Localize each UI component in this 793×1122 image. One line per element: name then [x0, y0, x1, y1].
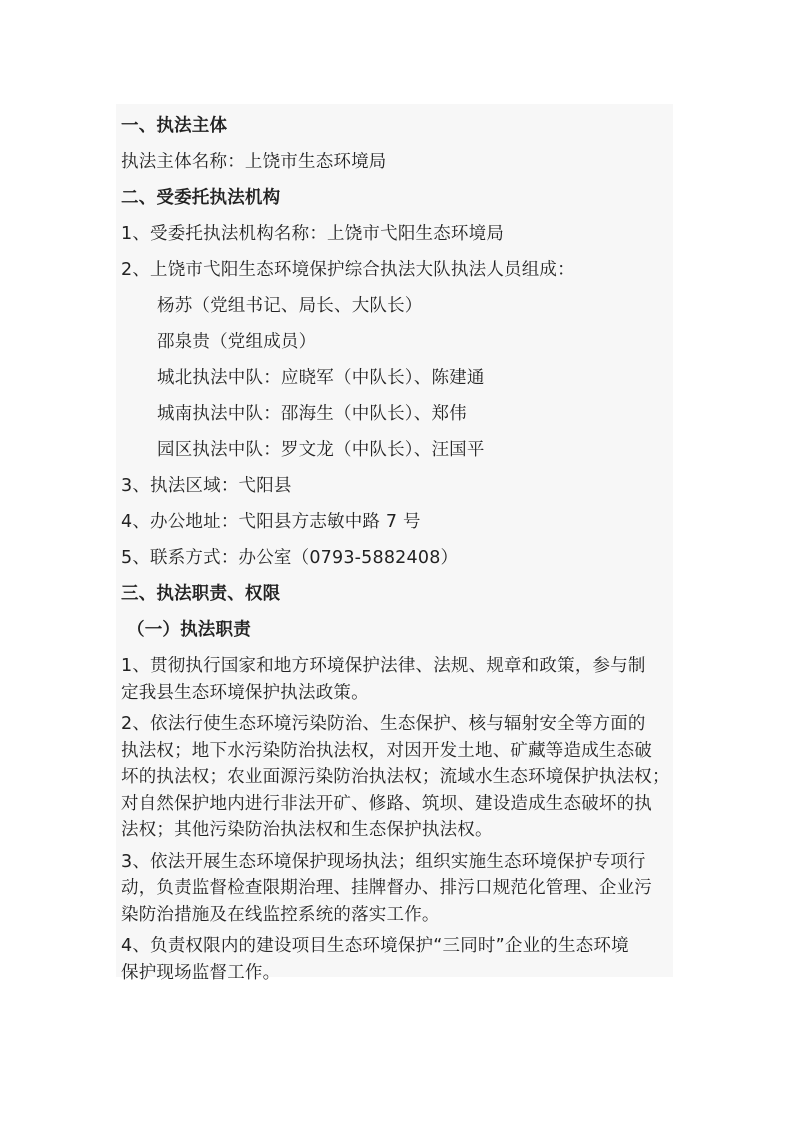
paragraph-line: 3、依法开展生态环境保护现场执法；组织实施生态环境保护专项行	[121, 851, 646, 872]
team-composition-line: 2、上饶市弋阳生态环境保护综合执法大队执法人员组成：	[121, 260, 575, 280]
paragraph-line: 执法权；地下水污染防治执法权，对因开发土地、矿藏等造成生态破	[121, 740, 652, 761]
enforcement-area-line: 3、执法区域：弋阳县	[121, 476, 292, 496]
duties-subheading: （一）执法职责	[127, 620, 251, 640]
paragraph-line: 染防治措施及在线监控系统的落实工作。	[121, 904, 440, 925]
agency-name-line: 1、受委托执法机构名称：上饶市弋阳生态环境局	[121, 224, 505, 244]
paragraph-line: 坏的执法权；农业面源污染防治执法权；流域水生态环境保护执法权；	[121, 767, 670, 787]
member-line: 城北执法中队：应晓军（中队长）、陈建通	[157, 368, 485, 388]
paragraph-line: 动，负责监督检查限期治理、挂牌督办、排污口规范化管理、企业污	[121, 878, 652, 898]
contact-line: 5、联系方式：办公室（0793-5882408）	[121, 548, 459, 568]
office-address-line: 4、办公地址：弋阳县方志敏中路 7 号	[121, 512, 421, 532]
section-3-heading: 三、执法职责、权限	[121, 584, 281, 604]
paragraph-line: 定我县生态环境保护执法政策。	[121, 682, 369, 703]
document-content	[121, 108, 673, 988]
section-2-heading: 二、受委托执法机构	[121, 188, 281, 208]
paragraph-line: 对自然保护地内进行非法开矿、修路、筑坝、建设造成生态破坏的执	[121, 793, 652, 814]
paragraph-line: 2、依法行使生态环境污染防治、生态保护、核与辐射安全等方面的	[121, 714, 646, 734]
paragraph-line: 4、负责权限内的建设项目生态环境保护“三同时”企业的生态环境	[121, 936, 629, 956]
duty-paragraph-3	[121, 849, 673, 929]
member-line: 城南执法中队：邵海生（中队长）、郑伟	[157, 404, 467, 424]
member-line: 杨苏（党组书记、局长、大队长）	[157, 296, 423, 316]
member-line: 邵泉贵（党组成员）	[157, 332, 317, 352]
duty-paragraph-1	[121, 653, 673, 706]
paragraph-line: 1、贯彻执行国家和地方环境保护法律、法规、规章和政策，参与制	[121, 656, 646, 676]
member-line: 园区执法中队：罗文龙（中队长）、汪国平	[157, 440, 485, 460]
entity-name-line: 执法主体名称：上饶市生态环境局	[121, 152, 387, 172]
duty-paragraph-4	[121, 933, 673, 986]
section-1-heading: 一、执法主体	[121, 116, 228, 136]
paragraph-line: 法权；其他污染防治执法权和生态保护执法权。	[121, 820, 493, 840]
paragraph-line: 保护现场监督工作。	[121, 962, 281, 983]
duty-paragraph-2	[121, 711, 673, 844]
